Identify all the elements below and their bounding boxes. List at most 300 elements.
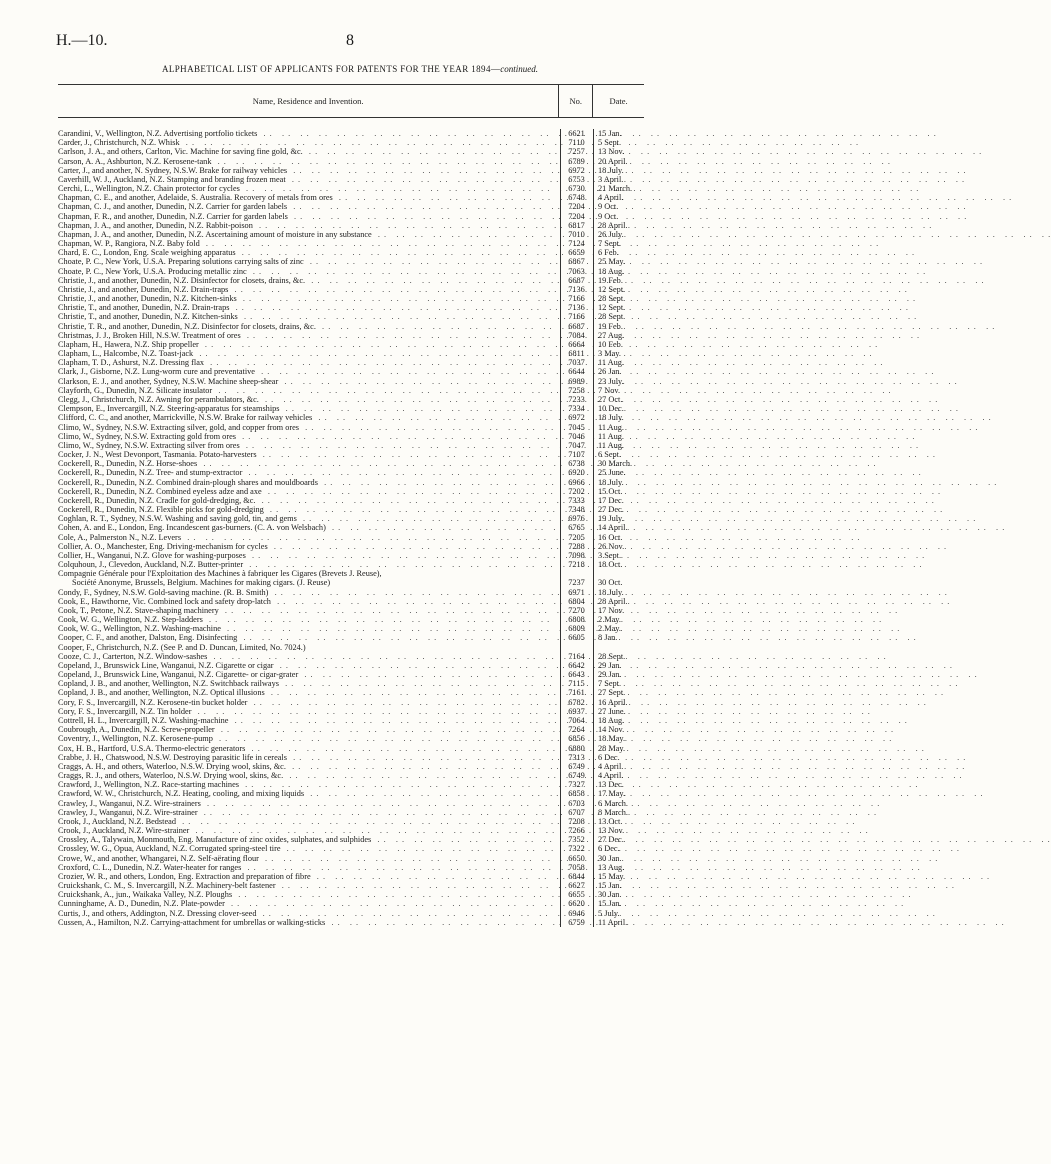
application-date: 8 March. (598, 807, 628, 817)
applicant-entry (58, 450, 560, 459)
applicant-text: Carlson, J. A., and others, Carlton, Vic. Machine for saving fine gold, &c. (58, 147, 303, 157)
applicant-text: Coventry, J., Wellington, N.Z. Kerosene-pump (58, 734, 213, 744)
table-row (58, 193, 644, 202)
table-row (58, 285, 644, 294)
patent-number: 7322 (568, 844, 585, 854)
application-date: 18 July. (598, 587, 624, 597)
applicant-text: Cockerell, R., Dunedin, N.Z. Flexible picks for gold-dredging (58, 505, 264, 515)
table-row (58, 661, 644, 670)
document-reference: H.—10. (56, 32, 108, 49)
applicant-text: Cruickshank, C. M., S. Invercargill, N.Z. Machinery-belt fastener (58, 881, 276, 891)
applicant-text: Cook, W. G., Wellington, N.Z. Washing-machine (58, 624, 221, 634)
applicant-entry (58, 588, 560, 597)
table-row (58, 688, 644, 697)
application-date: 4 April. (598, 761, 624, 771)
dot-leader (305, 276, 984, 285)
applicant-entry (58, 478, 560, 487)
application-date: 12 Sept. (598, 303, 626, 313)
table-row (58, 322, 644, 331)
applicant-entry (58, 349, 560, 358)
application-date: 6 Sept. (598, 450, 622, 460)
patent-number: 7110 (568, 138, 585, 148)
applicant-text: Crabbe, J. H., Chatswood, N.S.W. Destroying parasitic life in cereals (58, 752, 287, 762)
applicant-entry (58, 698, 560, 707)
applicant-text: Chard, E. C., London, Eng. Scale weighing apparatus (58, 248, 236, 258)
patent-number: 7348 (568, 505, 585, 515)
patent-number: 7063 (568, 266, 585, 276)
table-row (58, 597, 644, 606)
patent-number: 6765 (568, 523, 585, 533)
table-row (58, 432, 644, 441)
patent-number: 7327 (568, 780, 585, 790)
patent-number: 6809 (568, 624, 585, 634)
patent-number: 6782 (568, 697, 585, 707)
patent-number: 7037 (568, 358, 585, 368)
table-row (58, 606, 644, 615)
applicant-entry (58, 799, 560, 808)
applicant-text: Clapham, T. D., Ashurst, N.Z. Dressing flax (58, 358, 205, 368)
applicant-entry (58, 679, 560, 688)
applicant-text: Christie, J., and another, Dunedin, N.Z. Kitchen-sinks (58, 294, 237, 304)
application-date: 25 June. (598, 468, 626, 478)
dot-leader (197, 459, 876, 468)
applicant-text: Climo, W., Sydney, N.S.W. Extracting gold from ores (58, 431, 236, 441)
dot-leader (212, 386, 891, 395)
applicant-text: Chapman, C. J., and another, Dunedin, N.Z. Carrier for garden labels (58, 202, 288, 212)
applicant-entry (58, 780, 560, 789)
applicant-text: Crawley, J., Wanganui, N.Z. Wire-strainers (58, 798, 201, 808)
applicant-entry (58, 468, 560, 477)
table-row (58, 789, 644, 798)
application-date: 29 Jan. (598, 670, 622, 680)
table-row (58, 221, 644, 230)
table-row (58, 331, 644, 340)
application-date: 9 Oct. (598, 211, 619, 221)
applicant-text-continued: Société Anonyme, Brussels, Belgium. Machines for making cigars. (J. Reuse) (72, 578, 331, 588)
application-date: 27 Sept. (598, 688, 626, 698)
patent-number: 7115 (568, 679, 585, 689)
table-row (58, 615, 644, 624)
applicant-entry (58, 734, 560, 743)
table-row (58, 643, 644, 652)
column-header-number: No. (558, 85, 593, 117)
table-row (58, 633, 644, 642)
application-date: 30 Oct. (598, 578, 623, 588)
applicant-entry (58, 212, 560, 221)
applicant-text: Clarkson, E. J., and another, Sydney, N.S.W. Machine sheep-shear (58, 376, 279, 386)
application-date: 28 May. (598, 743, 626, 753)
patent-number: 6789 (568, 156, 585, 166)
dot-leader (253, 221, 932, 230)
applicant-text: Collier, A. O., Manchester, Eng. Driving-mechanism for cycles (58, 541, 268, 551)
application-date: 6 Feb. (598, 248, 619, 258)
table-row (58, 725, 644, 734)
table-row (58, 753, 644, 762)
applicant-text: Cussen, A., Hamilton, N.Z. Carrying-attachment for umbrellas or walking-sticks (58, 917, 326, 927)
applicant-entry (58, 184, 560, 193)
table-row (58, 716, 644, 725)
application-date: 28 April. (598, 596, 628, 606)
application-date: 2 May. (598, 615, 621, 625)
table-row (58, 569, 644, 587)
applicant-text: Colquhoun, J., Clevedon, Auckland, N.Z. Butter-printer (58, 560, 244, 570)
applicant-entry (58, 707, 560, 716)
applicant-text: Cohen, A. and E., London, Eng. Incandescent gas-burners. (C. A. von Welsbach) (58, 523, 326, 533)
table-row (58, 560, 644, 569)
application-date: 15 May. (598, 871, 626, 881)
applicant-text: Clifford, C. C., and another, Marrickville, N.S.W. Brake for railway vehicles (58, 413, 313, 423)
applicant-text: Crawford, J., Wellington, N.Z. Race-starting machines (58, 780, 239, 790)
table-row (58, 202, 644, 211)
table-row (58, 863, 644, 872)
patent-number: 6730 (568, 184, 585, 194)
table-row (58, 698, 644, 707)
applicant-entry (58, 386, 560, 395)
table-row (58, 257, 644, 266)
applicant-entry (58, 377, 560, 386)
application-date: 3 May. (598, 349, 621, 359)
applicant-entry (58, 716, 560, 725)
applicant-entry (58, 771, 560, 780)
patent-number: 7107 (568, 450, 585, 460)
dot-leader (181, 533, 860, 542)
column-header-date: Date. (609, 96, 628, 106)
applicant-text: Christie, J., and another, Dunedin, N.Z. Disinfector for closets, drains, &c. (58, 275, 306, 285)
dot-leader (199, 340, 878, 349)
table-row (58, 303, 644, 312)
applicant-text: Copeland, J., Brunswick Line, Wanganui, N.Z. Cigarette or cigar (58, 660, 274, 670)
patent-number: 6644 (568, 367, 585, 377)
dot-leader (180, 138, 859, 147)
page-number: 8 (346, 32, 354, 49)
applicant-entry (58, 487, 560, 496)
applicant-text: Cerchi, L., Wellington, N.Z. Chain protector for cycles (58, 184, 240, 194)
table-row (58, 413, 644, 422)
table-row (58, 523, 644, 532)
application-date: 5 Sept. (598, 138, 622, 148)
applicant-text: Christmas, J. J., Broken Hill, N.S.W. Treatment of ores (58, 330, 241, 340)
applicant-entry (58, 817, 560, 826)
application-date: 5 July. (598, 908, 620, 918)
applicant-entry (58, 670, 560, 679)
patent-number: 7136 (568, 303, 585, 313)
application-date: 13 Dec. (598, 780, 624, 790)
applicant-text: Carson, A. A., Ashburton, N.Z. Kerosene-tank (58, 156, 212, 166)
patent-number: 6966 (568, 477, 585, 487)
application-date: 15 Jan. (598, 881, 622, 891)
patent-number: 7202 (568, 486, 585, 496)
table-row (58, 588, 644, 597)
patent-number: 7166 (568, 294, 585, 304)
table-row (58, 468, 644, 477)
applicant-entry (58, 230, 560, 239)
applicant-entry (58, 331, 560, 340)
patent-number: 7313 (568, 752, 585, 762)
application-date: 25 May. (598, 257, 626, 267)
applicant-text: Clapham, H., Hawera, N.Z. Ship propeller (58, 339, 199, 349)
applicant-entry (58, 413, 560, 422)
patent-number: 7257 (568, 147, 585, 157)
dot-leader (189, 826, 868, 835)
patent-number: 7058 (568, 862, 585, 872)
application-date: 6 March. (598, 798, 628, 808)
applicant-entry (58, 432, 560, 441)
applicant-text: Crook, J., Auckland, N.Z. Wire-strainer (58, 826, 190, 836)
applicant-entry (58, 597, 560, 606)
patent-number: 7270 (568, 605, 585, 615)
table-row (58, 872, 644, 881)
application-date: 15 Jan. (598, 899, 622, 909)
application-date: 11 Aug. (598, 440, 624, 450)
applicant-entry (58, 505, 560, 514)
table-row (58, 533, 644, 542)
application-date: 4 April. (598, 771, 624, 781)
table-row (58, 157, 644, 166)
applicant-entry (58, 835, 560, 844)
table-row (58, 166, 644, 175)
patent-number: 7237 (568, 578, 585, 588)
table-row (58, 294, 644, 303)
applicant-text: Choate, P. C., New York, U.S.A. Preparing solutions carrying salts of zinc (58, 257, 304, 267)
applicant-entry (58, 744, 560, 753)
application-date: 30 Jan. (598, 890, 622, 900)
applicant-text: Climo, W., Sydney, N.S.W. Extracting silver from ores (58, 440, 240, 450)
applicant-text: Carder, J., Christchurch, N.Z. Whisk (58, 138, 180, 148)
applicant-entry (58, 542, 560, 551)
patent-number: 6858 (568, 789, 585, 799)
applicant-entry (58, 725, 560, 734)
table-row (58, 248, 644, 257)
application-date: 21 March. (598, 184, 633, 194)
patent-number: 7046 (568, 431, 585, 441)
application-date: 26 Nov. (598, 541, 625, 551)
table-row (58, 377, 644, 386)
applicant-text: Clempson, E., Invercargill, N.Z. Steering-apparatus for steamships (58, 404, 280, 414)
patent-number: 7136 (568, 284, 585, 294)
applicant-text: Cook, W. G., Wellington, N.Z. Step-ladders (58, 615, 203, 625)
applicant-entry (58, 202, 560, 211)
application-date: 28 April. (598, 220, 628, 230)
patent-number: 6759 (568, 917, 585, 927)
dot-leader (204, 358, 883, 367)
applicant-entry (58, 909, 560, 918)
applicant-entry (58, 606, 560, 615)
table-row (58, 909, 644, 918)
table-row (58, 450, 644, 459)
applicant-entry (58, 652, 560, 661)
table-row (58, 276, 644, 285)
dot-leader (215, 725, 894, 734)
page-header (56, 32, 644, 54)
application-date: 12 Sept. (598, 284, 626, 294)
applicant-entry (58, 863, 560, 872)
patent-number: 7208 (568, 816, 585, 826)
dot-leader (371, 835, 1050, 844)
table-row (58, 899, 644, 908)
table-row (58, 762, 644, 771)
table-row (58, 780, 644, 789)
applicant-entry (58, 808, 560, 817)
patent-number: 6655 (568, 890, 585, 900)
table-row (58, 854, 644, 863)
applicant-text: Clapham, L., Halcombe, N.Z. Toast-jack (58, 349, 194, 359)
application-date: 27 Dec. (598, 835, 624, 845)
applicant-text: Copeland, J., Brunswick Line, Wanganui, N.Z. Cigarette- or cigar-grater (58, 670, 299, 680)
table-row (58, 459, 644, 468)
applicant-text: Cockerell, R., Dunedin, N.Z. Horse-shoes (58, 459, 198, 469)
dot-leader (191, 707, 870, 716)
table-row (58, 918, 644, 927)
application-date: 15 Oct. (598, 486, 623, 496)
applicant-entry (58, 138, 560, 147)
applicant-text: Copland, J. B., and another, Wellington, N.Z. Optical illusions (58, 688, 265, 698)
table-row (58, 679, 644, 688)
table-row (58, 624, 644, 633)
table-row (58, 230, 644, 239)
patent-number: 7258 (568, 385, 585, 395)
dot-leader (372, 230, 1051, 239)
table-row (58, 817, 644, 826)
patent-number: 6738 (568, 459, 585, 469)
applicant-text: Christie, J., and another, Dunedin, N.Z. Drain-traps (58, 284, 229, 294)
applicant-text: Chapman, J. A., and another, Dunedin, N.Z. Ascertaining amount of moisture in any substance (58, 229, 372, 239)
applicant-entry (58, 881, 560, 890)
applicant-entry (58, 312, 560, 321)
application-date: 11 April. (598, 917, 628, 927)
patent-number: 7010 (568, 229, 585, 239)
application-date: 28 Sept. (598, 651, 626, 661)
table-row (58, 551, 644, 560)
patent-number: 6703 (568, 798, 585, 808)
applicant-entry (58, 276, 560, 285)
title-suffix: continued. (500, 64, 538, 74)
application-date: 13 Nov. (598, 826, 625, 836)
patent-number: 7288 (568, 541, 585, 551)
applicant-text: Chapman, F. R., and another, Dunedin, N.Z. Carrier for garden labels (58, 211, 288, 221)
application-date: 23 July. (598, 376, 624, 386)
table-row (58, 707, 644, 716)
application-date: 8 Jan. (598, 633, 618, 643)
applicant-entry (58, 533, 560, 542)
applicant-entry (58, 753, 560, 762)
application-date: 30 March. (598, 459, 633, 469)
applicant-text: Christie, T. R., and another, Dunedin, N.Z. Disinfector for closets, drains, &c. (58, 321, 316, 331)
applicant-text: Crozier, W. R., and others, London, Eng. Extraction and preparation of fibre (58, 871, 311, 881)
table-row (58, 184, 644, 193)
applicant-text: Clegg, J., Christchurch, N.Z. Awning for perambulators, &c. (58, 394, 259, 404)
applicant-entry (58, 496, 560, 505)
application-date: 27 Dec. (598, 505, 624, 515)
table-row (58, 835, 644, 844)
application-date: 3 April. (598, 174, 624, 184)
application-date: 10 Feb. (598, 339, 623, 349)
table-row (58, 423, 644, 432)
applicant-text: Cook, E., Hawthorne, Vic. Combined lock and safety drop-latch (58, 596, 271, 606)
application-date: 18 May. (598, 734, 626, 744)
application-date: 19 July. (598, 514, 624, 524)
applicant-text: Collier, H., Wanganui, N.Z. Glove for washing-purposes (58, 550, 246, 560)
applicant-entry (58, 569, 560, 587)
table-row (58, 267, 644, 276)
application-date: 7 Nov. (598, 385, 621, 395)
application-date: 11 Aug. (598, 431, 624, 441)
table-row (58, 826, 644, 835)
title-main: ALPHABETICAL LIST OF APPLICANTS FOR PATENTS FOR THE YEAR 1894— (161, 64, 501, 74)
application-date: 18 July. (598, 477, 624, 487)
applicant-text: Cockerell, R., Dunedin, N.Z. Cradle for gold-dredging, &c. (58, 495, 256, 505)
patent-number: 6844 (568, 871, 585, 881)
applicant-entry (58, 322, 560, 331)
application-date: 2 May. (598, 624, 621, 634)
applicant-entry (58, 872, 560, 881)
dot-leader (193, 349, 872, 358)
application-date: 7 Sept. (598, 239, 622, 249)
dot-leader (203, 615, 882, 624)
patent-number: 6976 (568, 514, 585, 524)
table-row (58, 358, 644, 367)
application-date: 27 Oct. (598, 394, 623, 404)
applicant-entry (58, 147, 560, 156)
patent-number: 6749 (568, 771, 585, 781)
applicant-text: Climo, W., Sydney, N.S.W. Extracting silver, gold, and copper from ores (58, 422, 300, 432)
dot-leader (207, 652, 886, 661)
applicant-entry (58, 688, 560, 697)
applicant-entry (58, 844, 560, 853)
patent-number: 6650 (568, 853, 585, 863)
application-date: 3 Sept. (598, 550, 622, 560)
patent-number: 7264 (568, 725, 585, 735)
applicant-text: Croxford, C. L., Dunedin, N.Z. Water-heater for ranges (58, 862, 242, 872)
applicant-text: Cockerell, R., Dunedin, N.Z. Tree- and stump-extractor (58, 468, 243, 478)
applicant-entry (58, 221, 560, 230)
applicant-entry (58, 918, 560, 927)
applicant-text: Cocker, J. N., West Devonport, Tasmania. Potato-harvesters (58, 450, 257, 460)
applicant-entry (58, 643, 560, 652)
applicant-text: Chapman, W. P., Rangiora, N.Z. Baby fold (58, 239, 200, 249)
patent-number: 7064 (568, 716, 585, 725)
applicant-entry (58, 257, 560, 266)
dot-leader (221, 624, 900, 633)
applicant-text: Crook, J., Auckland, N.Z. Bedstead (58, 816, 176, 826)
patent-number: 7098 (568, 550, 585, 560)
dot-leader (211, 157, 890, 166)
application-date: 13 Aug. (598, 862, 625, 872)
patent-number: 6880 (568, 743, 585, 753)
applicant-entry (58, 358, 560, 367)
application-date: 16 April. (598, 697, 628, 707)
dot-leader (200, 239, 879, 248)
applicant-entry (58, 129, 560, 138)
applicant-text: Christie, T., and another, Dunedin, N.Z. Drain-traps (58, 303, 230, 313)
patent-number: 7084 (568, 330, 585, 340)
application-date: 6 Dec. (598, 844, 620, 854)
applicant-text: Cory, F. S., Invercargill, N.Z. Tin holder (58, 706, 192, 716)
application-date: 16 Oct. (598, 532, 623, 542)
applicant-text: Crowe, W., and another, Whangarei, N.Z. Self-aërating flour (58, 853, 259, 863)
table-row (58, 744, 644, 753)
patent-number: 6605 (568, 633, 585, 643)
applicant-text: Cockerell, R., Dunedin, N.Z. Combined eyeless adze and axe (58, 486, 262, 496)
patent-table (58, 84, 644, 927)
application-date: 17 Dec. (598, 495, 624, 505)
application-date: 18 July. (598, 165, 624, 175)
patent-number: 7205 (568, 532, 585, 542)
table-row (58, 312, 644, 321)
dot-leader (176, 817, 855, 826)
patent-number: 6753 (568, 174, 585, 184)
application-date: 28 Sept. (598, 312, 626, 322)
applicant-text: Cottrell, H. L., Invercargill, N.Z. Washing-machine (58, 716, 229, 725)
